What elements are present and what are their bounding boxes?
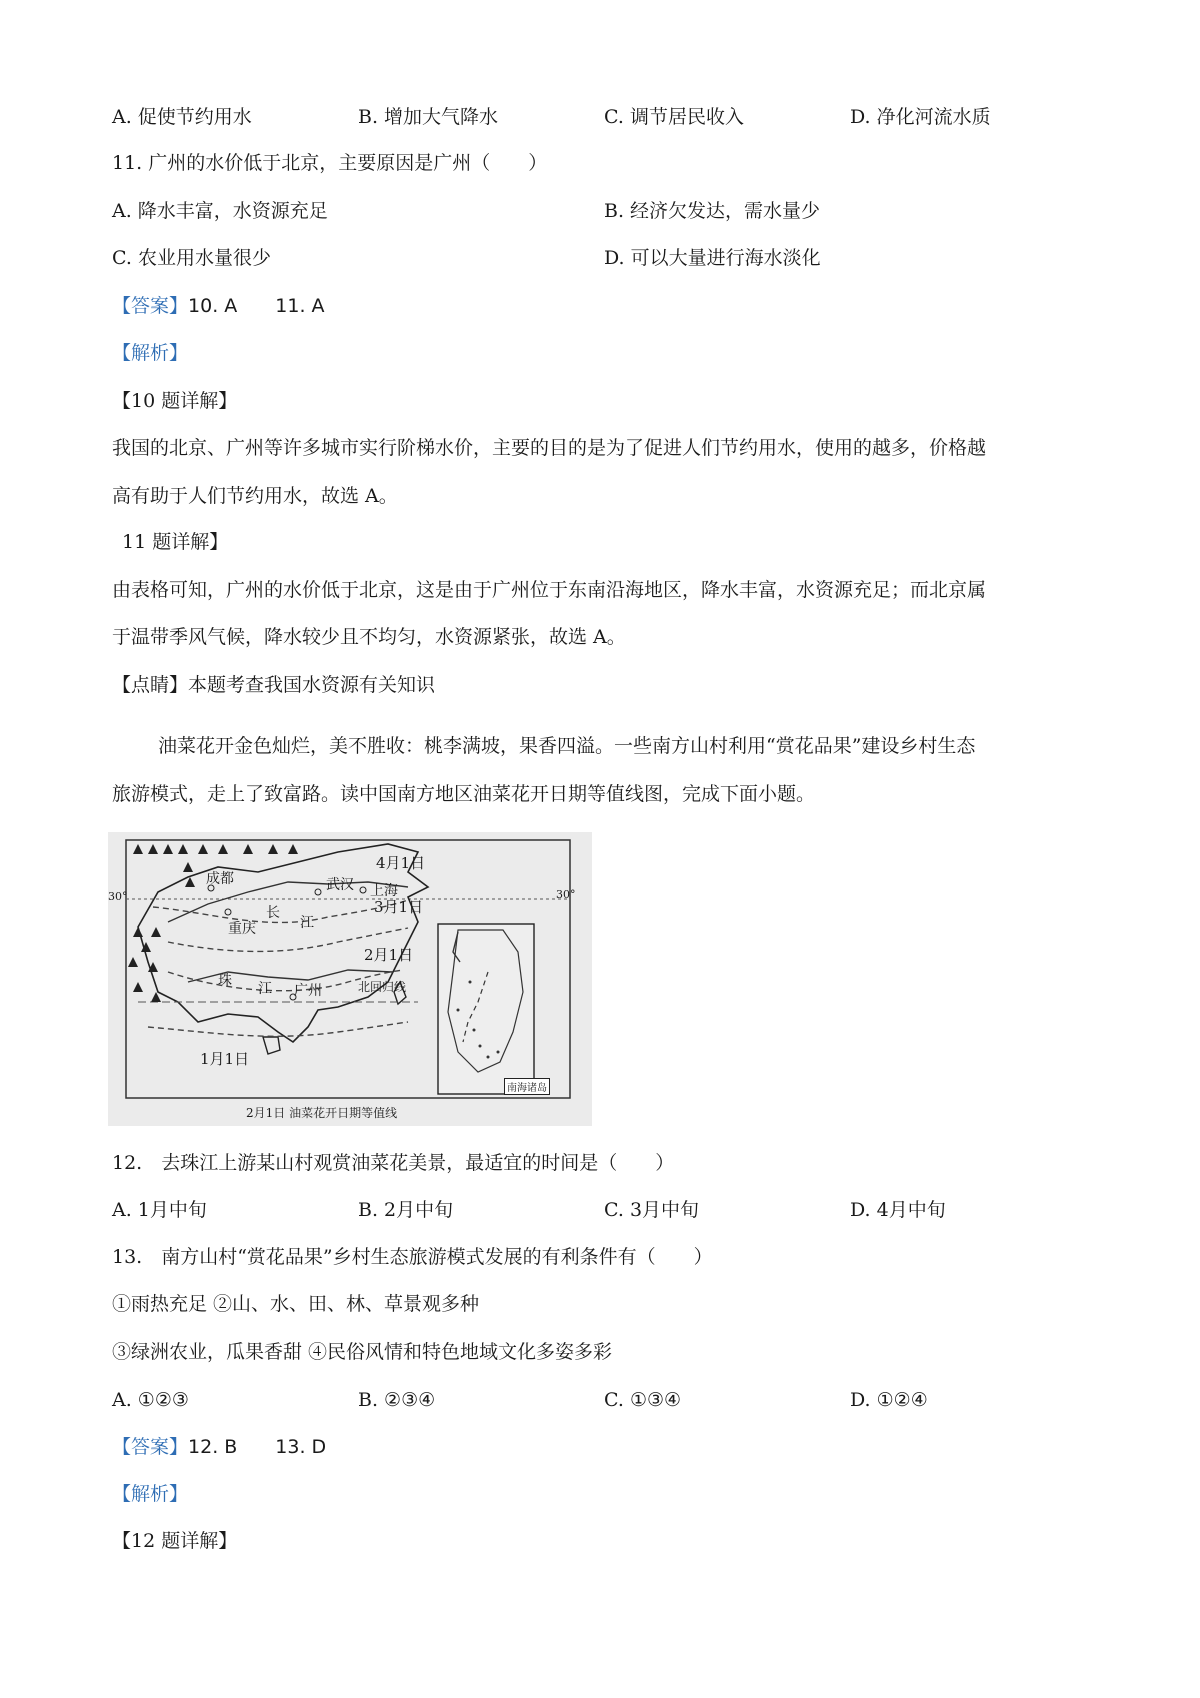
q11-detail-title: 11 题详解】 <box>122 531 229 553</box>
intro-line-1: 油菜花开金色灿烂，美不胜收：桃李满坡，果香四溢。一些南方山村利用“赏花品果”建设乡村生态 <box>158 735 976 757</box>
q12-option-c: C. 3月中旬 <box>604 1199 700 1221</box>
rapeseed-bloom-isoline-map <box>108 832 592 1126</box>
q13-stem: 13. 南方山村“赏花品果”乡村生态旅游模式发展的有利条件有（ ） <box>112 1246 713 1268</box>
isoline-label-apr1: 4月1日 <box>376 854 426 872</box>
city-label-wuhan: 武汉 <box>326 877 354 893</box>
q10-detail-title: 【10 题详解】 <box>112 390 238 412</box>
latitude-label-left: 30° <box>108 890 128 903</box>
inset-label: 南海诸岛 <box>504 1078 550 1095</box>
city-label-chongqing: 重庆 <box>228 921 256 937</box>
isoline-label-jan1: 1月1日 <box>200 1050 250 1068</box>
q13-option-c: C. ①③④ <box>604 1389 682 1411</box>
q13-conditions-line-1: ①雨热充足 ②山、水、田、林、草景观多种 <box>112 1293 480 1315</box>
answer-text: 10. A 11. A <box>188 295 325 317</box>
q13-option-a: A. ①②③ <box>112 1389 189 1411</box>
map-legend: 2月1日 油菜花开日期等值线 <box>246 1106 398 1120</box>
q10-option-d: D. 净化河流水质 <box>850 106 991 128</box>
answer-text-2: 12. B 13. D <box>188 1436 327 1458</box>
q12-option-d: D. 4月中旬 <box>850 1199 946 1221</box>
q12-detail-title: 【12 题详解】 <box>112 1530 238 1552</box>
isoline-label-mar1: 3月1日 <box>374 898 424 916</box>
q11-option-b: B. 经济欠发达，需水量少 <box>604 200 821 222</box>
isoline-label-feb1: 2月1日 <box>364 946 414 964</box>
city-label-shanghai: 上海 <box>370 883 398 899</box>
q11-option-a: A. 降水丰富，水资源充足 <box>112 200 328 222</box>
q10-option-c: C. 调节居民收入 <box>604 106 744 128</box>
river-label-jiang-2: 江 <box>258 981 272 997</box>
tropic-label: 北回归线 <box>358 980 407 994</box>
answer-tag-2: 【答案】 <box>112 1436 189 1458</box>
q12-option-a: A. 1月中旬 <box>112 1199 207 1221</box>
river-label-jiang: 江 <box>300 915 314 931</box>
answer-line-1 <box>112 293 325 319</box>
dianjing-note: 【点睛】本题考查我国水资源有关知识 <box>112 674 436 696</box>
answer-tag: 【答案】 <box>112 295 189 317</box>
q11-option-c: C. 农业用水量很少 <box>112 247 271 269</box>
q11-option-d: D. 可以大量进行海水淡化 <box>604 247 821 269</box>
city-label-chengdu: 成都 <box>206 871 234 887</box>
city-label-guangzhou: 广州 <box>294 983 322 999</box>
intro-line-2: 旅游模式，走上了致富路。读中国南方地区油菜花开日期等值线图，完成下面小题。 <box>112 783 816 805</box>
q10-option-b: B. 增加大气降水 <box>358 106 499 128</box>
latitude-label-right: 30° <box>556 888 576 901</box>
q10-detail-line-2: 高有助于人们节约用水，故选 A。 <box>112 485 398 507</box>
q10-option-a: A. 促使节约用水 <box>112 106 252 128</box>
q12-stem: 12. 去珠江上游某山村观赏油菜花美景，最适宜的时间是（ ） <box>112 1152 675 1174</box>
q13-conditions-line-2: ③绿洲农业，瓜果香甜 ④民俗风情和特色地域文化多姿多彩 <box>112 1341 613 1363</box>
q13-option-b: B. ②③④ <box>358 1389 436 1411</box>
q10-detail-line-1: 我国的北京、广州等许多城市实行阶梯水价，主要的目的是为了促进人们节约用水，使用的越多，价格越 <box>112 437 987 459</box>
q11-stem: 11. 广州的水价低于北京，主要原因是广州（ ） <box>112 152 548 174</box>
analysis-label-2: 【解析】 <box>112 1483 189 1505</box>
q11-detail-line-2: 于温带季风气候，降水较少且不均匀，水资源紧张，故选 A。 <box>112 626 626 648</box>
river-label-chang: 长 <box>266 905 280 921</box>
q12-option-b: B. 2月中旬 <box>358 1199 454 1221</box>
q13-option-d: D. ①②④ <box>850 1389 928 1411</box>
answer-line-2 <box>112 1434 326 1460</box>
river-label-zhu: 珠 <box>218 973 232 989</box>
analysis-label-1: 【解析】 <box>112 342 189 364</box>
q11-detail-line-1: 由表格可知，广州的水价低于北京，这是由于广州位于东南沿海地区，降水丰富，水资源充足；而北京属 <box>112 579 987 601</box>
